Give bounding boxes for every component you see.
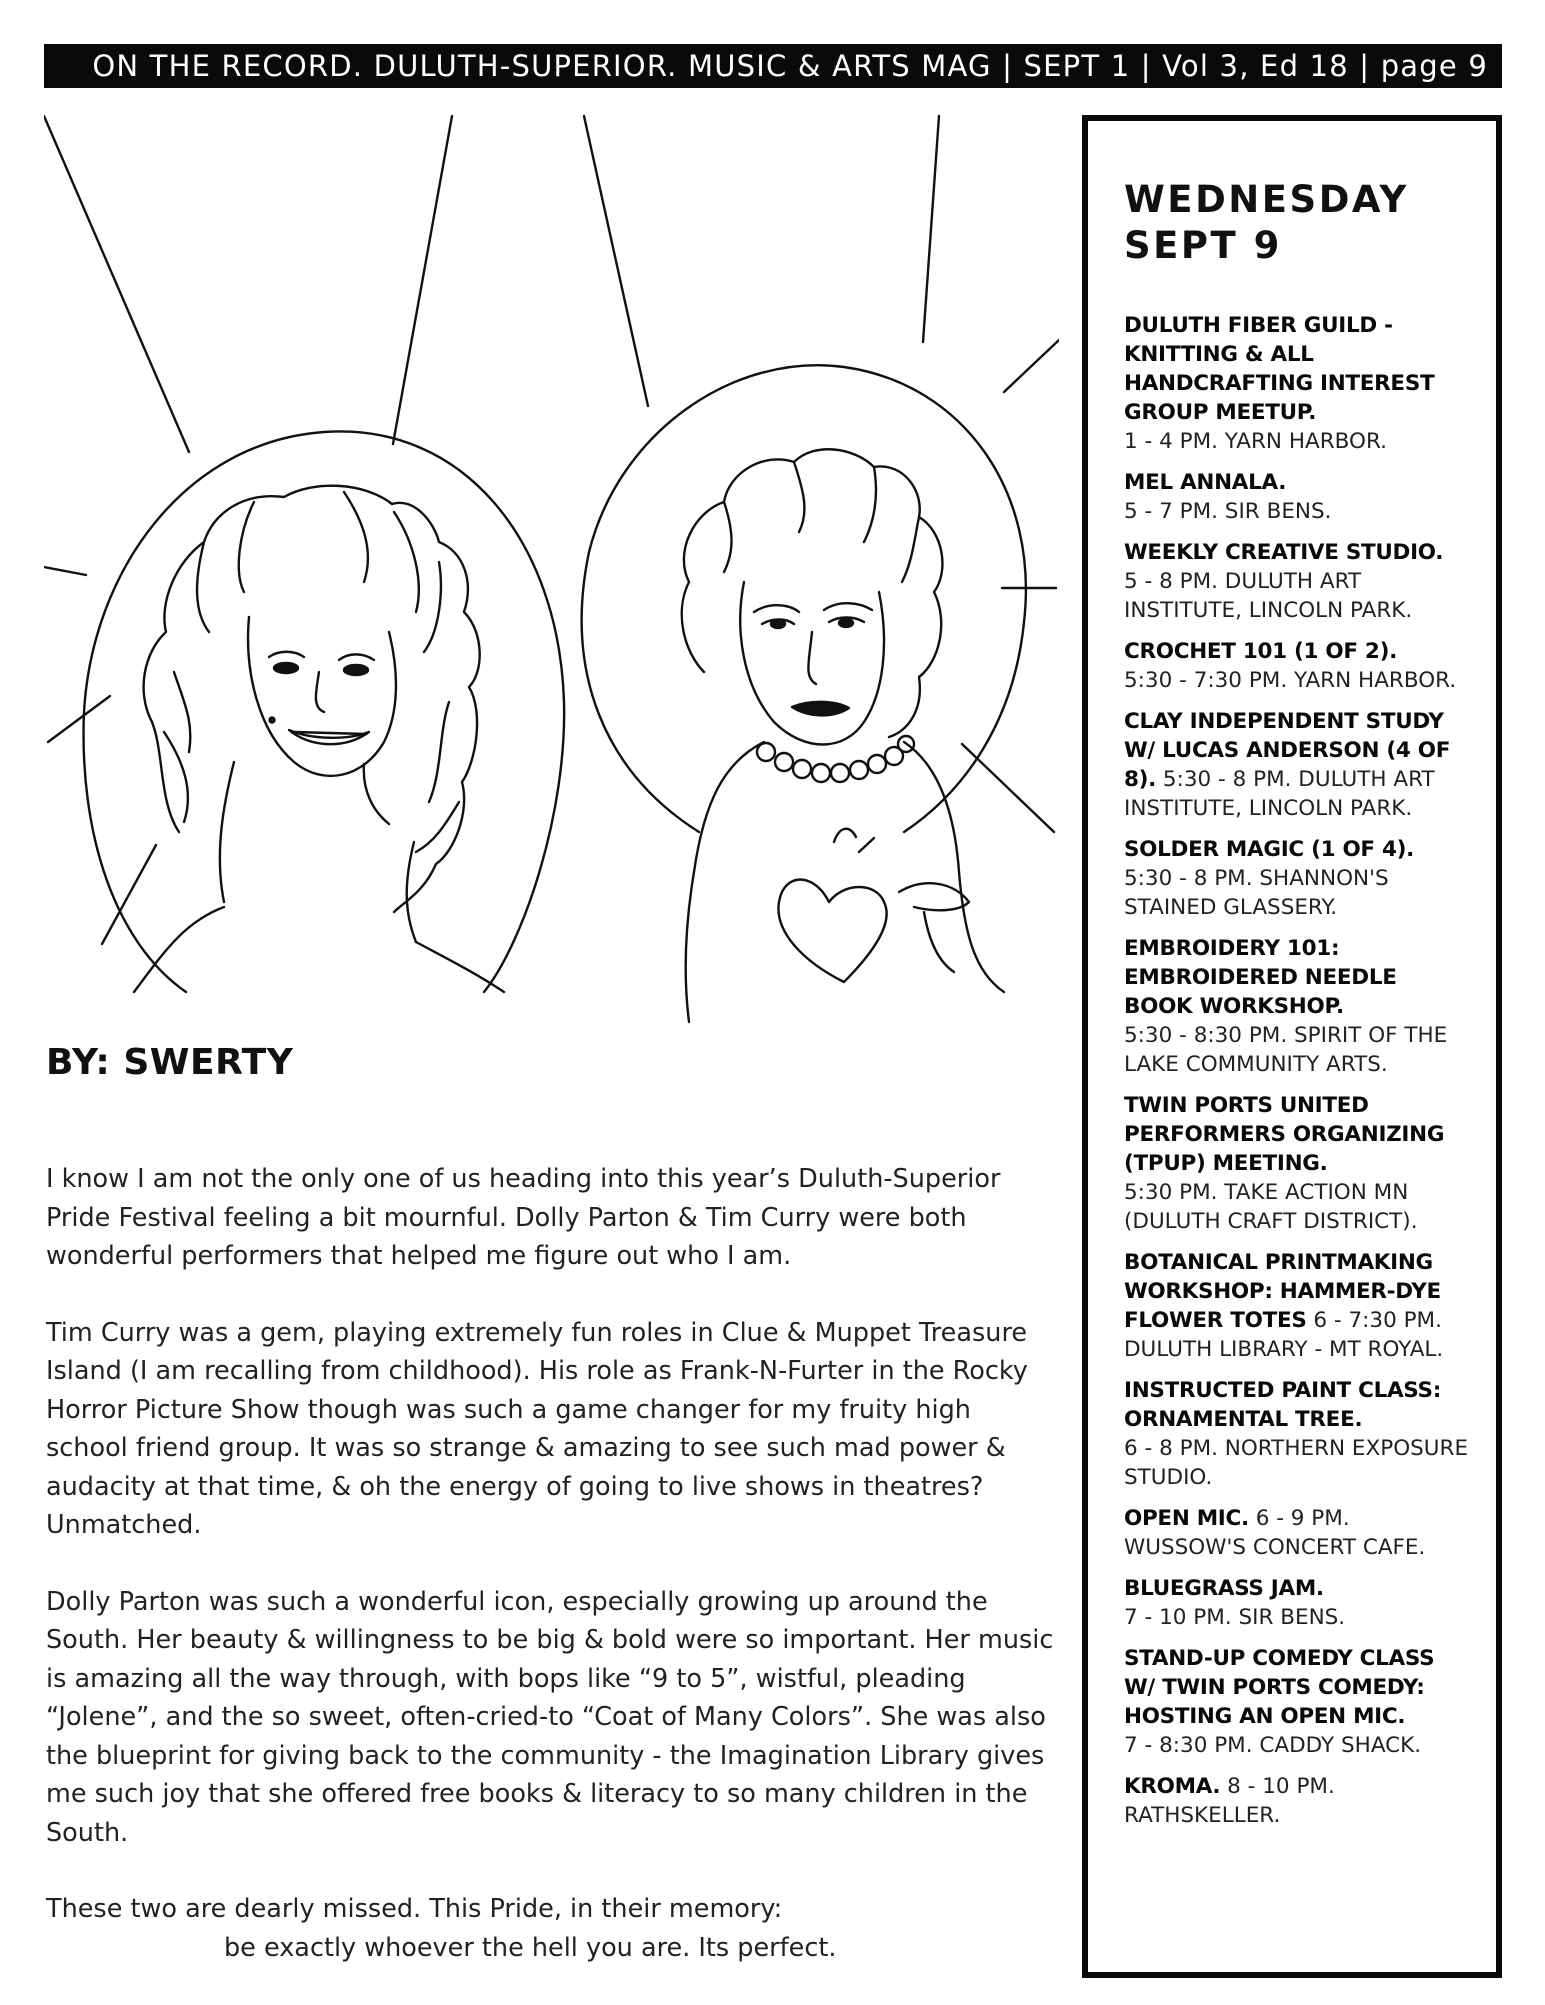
event-detail: 5:30 - 8 PM. SHANNON'S STAINED GLASSERY. bbox=[1124, 866, 1389, 920]
event-item bbox=[1124, 311, 1472, 456]
byline: BY: SWERTY bbox=[46, 1042, 294, 1083]
event-title: BLUEGRASS JAM. bbox=[1124, 1576, 1324, 1601]
event-detail: 5 - 7 PM. SIR BENS. bbox=[1124, 499, 1332, 524]
event-title: SOLDER MAGIC (1 OF 4). bbox=[1124, 837, 1415, 862]
event-title: MEL ANNALA. bbox=[1124, 470, 1287, 495]
event-title: STAND-UP COMEDY CLASS W/ TWIN PORTS COMEDY: HOSTING AN OPEN MIC. bbox=[1124, 1646, 1435, 1729]
event-detail: 5 - 8 PM. DULUTH ART INSTITUTE, LINCOLN PARK. bbox=[1124, 569, 1413, 623]
event-detail: 5:30 - 8 PM. DULUTH ART INSTITUTE, LINCOLN PARK. bbox=[1124, 767, 1435, 821]
right-halo-rays bbox=[584, 116, 1059, 832]
event-item bbox=[1124, 1504, 1472, 1562]
event-title: OPEN MIC. bbox=[1124, 1506, 1249, 1531]
event-item bbox=[1124, 1772, 1472, 1830]
event-title: BOTANICAL PRINTMAKING WORKSHOP: HAMMER-DYE FLOWER TOTES bbox=[1124, 1250, 1441, 1333]
right-halo bbox=[582, 365, 1026, 832]
dolly-hair bbox=[144, 486, 480, 912]
event-title: TWIN PORTS UNITED PERFORMERS ORGANIZING (TPUP) MEETING. bbox=[1124, 1093, 1445, 1176]
events-heading-date: SEPT 9 bbox=[1124, 224, 1282, 267]
article-paragraph: Dolly Parton was such a wonderful icon, especially growing up around the South. Her beauty & willingness to be big & bold were so important. Her music is amazing all the way through, with bops like “9 to 5”, wistful, pleading “Jolene”, and the so sweet, often-cried-to “Coat of Many Colors”. She was also the blueprint for giving back to the community - the Imagination Library gives me such joy that she offered free books & literacy to so many children in the South. bbox=[46, 1586, 1054, 1848]
event-item bbox=[1124, 1248, 1472, 1364]
event-item bbox=[1124, 538, 1472, 625]
article-paragraph: I know I am not the only one of us heading into this year’s Duluth-Superior Pride Festival feeling a bit mournful. Dolly Parton & Tim Curry were both wonderful performers that helped me figure out who I am. bbox=[46, 1164, 1001, 1271]
event-item bbox=[1124, 637, 1472, 695]
event-item bbox=[1124, 468, 1472, 526]
event-detail: 8 - 10 PM. RATHSKELLER. bbox=[1124, 1774, 1335, 1828]
event-detail: 5:30 - 8:30 PM. SPIRIT OF THE LAKE COMMUNITY ARTS. bbox=[1124, 1023, 1448, 1077]
event-detail: 6 - 9 PM. WUSSOW'S CONCERT CAFE. bbox=[1124, 1506, 1426, 1560]
event-detail: 5:30 PM. TAKE ACTION MN (DULUTH CRAFT DISTRICT). bbox=[1124, 1180, 1418, 1234]
event-item bbox=[1124, 1574, 1472, 1632]
event-title: CLAY INDEPENDENT STUDY W/ LUCAS ANDERSON (4 OF 8). bbox=[1124, 709, 1451, 792]
event-item bbox=[1124, 707, 1472, 823]
event-detail: 7 - 8:30 PM. CADDY SHACK. bbox=[1124, 1733, 1422, 1758]
event-detail: 6 - 7:30 PM. DULUTH LIBRARY - MT ROYAL. bbox=[1124, 1308, 1444, 1362]
article-closing bbox=[46, 1890, 1056, 1967]
events-sidebar bbox=[1082, 115, 1502, 1978]
article-body bbox=[46, 1160, 1056, 2005]
events-heading bbox=[1124, 177, 1472, 269]
masthead-text: ON THE RECORD. DULUTH-SUPERIOR. MUSIC & ARTS MAG | SEPT 1 | Vol 3, Ed 18 | page 9 bbox=[92, 49, 1488, 83]
events-heading-day: WEDNESDAY bbox=[1124, 178, 1409, 221]
left-halo-rays bbox=[44, 116, 452, 944]
closing-line-1: These two are dearly missed. This Pride, in their memory: bbox=[46, 1894, 783, 1924]
event-title: EMBROIDERY 101: EMBROIDERED NEEDLE BOOK WORKSHOP. bbox=[1124, 936, 1397, 1019]
event-item bbox=[1124, 835, 1472, 922]
tim-hair bbox=[682, 449, 943, 737]
event-title: DULUTH FIBER GUILD - KNITTING & ALL HANDCRAFTING INTEREST GROUP MEETUP. bbox=[1124, 313, 1435, 425]
event-detail: 7 - 10 PM. SIR BENS. bbox=[1124, 1605, 1346, 1630]
dolly-face bbox=[248, 617, 396, 776]
article-paragraph: Tim Curry was a gem, playing extremely fun roles in Clue & Muppet Treasure Island (I am recalling from childhood). His role as Frank-N-Furter in the Rocky Horror Picture Show though was such a game changer for my fruity high school friend group. It was so strange & amazing to see such mad power & audacity at that time, & oh the energy of going to live shows in theatres? Unmatched. bbox=[46, 1317, 1028, 1540]
event-item bbox=[1124, 1644, 1472, 1760]
events-list bbox=[1124, 311, 1472, 1830]
event-title: INSTRUCTED PAINT CLASS: ORNAMENTAL TREE. bbox=[1124, 1378, 1442, 1432]
event-detail: 1 - 4 PM. YARN HARBOR. bbox=[1124, 429, 1387, 454]
event-title: CROCHET 101 (1 OF 2). bbox=[1124, 639, 1397, 664]
event-title: WEEKLY CREATIVE STUDIO. bbox=[1124, 540, 1444, 565]
illustration-dolly-and-tim bbox=[44, 112, 1059, 1032]
event-detail: 5:30 - 7:30 PM. YARN HARBOR. bbox=[1124, 668, 1457, 693]
closing-line-2: be exactly whoever the hell you are. Its perfect. bbox=[224, 1932, 837, 1963]
masthead-bar bbox=[44, 44, 1502, 88]
event-item bbox=[1124, 1091, 1472, 1236]
event-detail: 6 - 8 PM. NORTHERN EXPOSURE STUDIO. bbox=[1124, 1436, 1469, 1490]
event-item bbox=[1124, 934, 1472, 1079]
event-item bbox=[1124, 1376, 1472, 1492]
event-title: KROMA. bbox=[1124, 1774, 1221, 1799]
